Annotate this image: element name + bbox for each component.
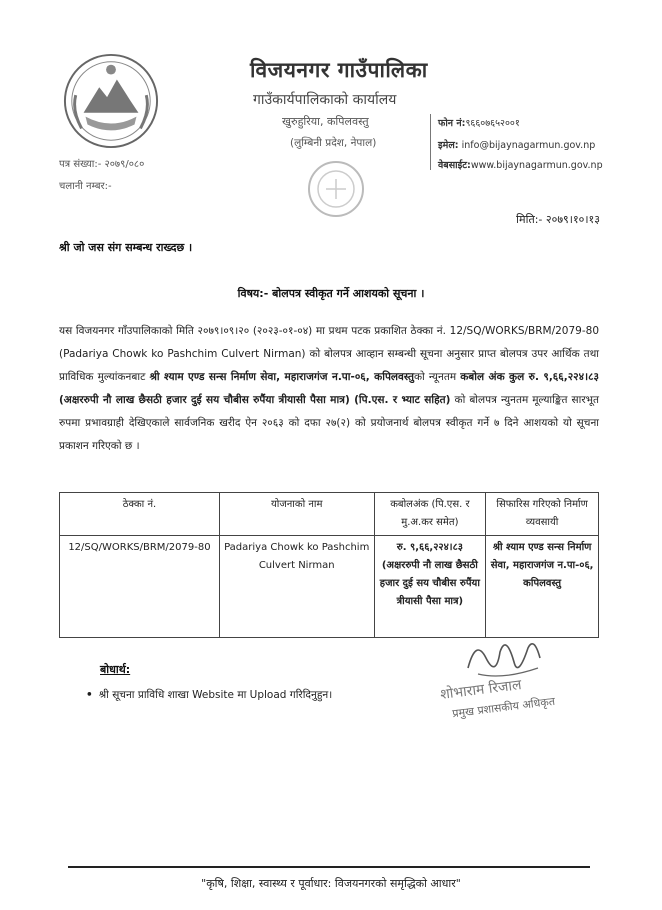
body-part-3: को बोलपत्र न्युनतम मूल्याङ्कित सारभूत रुपमा प्रभावग्राही देखिएकाले सार्वजनिक खरीद ऐन २०६३ को दफा २७(२) को प्रयोजनार्थ बोलपत्र स्वीकृत गर्ने ७ दिने आशयको यो सूचना प्रकाशन गरिएको छ । [59, 394, 599, 452]
subject-line: विषय:- बोलपत्र स्वीकृत गर्ने आशयको सूचना । [237, 287, 425, 300]
column-header: सिफारिस गरिएको निर्माण व्यवसायी [486, 493, 599, 536]
signer-title: प्रमुख प्रशासकीय अधिकृत [451, 694, 556, 721]
cc-item [86, 688, 332, 702]
website-value[interactable]: www.bijaynagarmun.gov.np [470, 160, 603, 171]
table-header-row [60, 493, 599, 536]
column-header: योजनाको नाम [219, 493, 374, 536]
signer-name: शोभाराम रिजाल [439, 677, 523, 703]
bid-amount-cell: रु. ९,६६,२२४।८३ (अक्षररुपी नौ लाख छैसठी हजार दुई सय चौबीस रुपैंया त्रीयासी पैसा मात्र) [374, 536, 486, 638]
letter-date: मिति:- २०७९।१०।१३ [516, 213, 600, 226]
email-label: इमेल: [438, 140, 459, 151]
body-contractor: श्री श्याम एण्ड सन्स निर्माण सेवा, महाराजगंज न.पा-०६, कपिलवस्तु [149, 371, 414, 383]
cc-item-text: श्री सूचना प्राविधि शाखा Website मा Upload गरिदिनुहुन। [98, 689, 333, 701]
office-address: खुरुहुरिया, कपिलवस्तु [282, 115, 369, 128]
nepal-emblem-icon [62, 52, 160, 150]
column-header: ठेक्का नं. [60, 493, 220, 536]
org-name: विजयनगर गाउँपालिका [250, 58, 428, 82]
website-label: वेबसाईट: [438, 160, 471, 171]
contract-number-cell: 12/SQ/WORKS/BRM/2079-80 [60, 536, 220, 638]
footer-slogan: "कृषि, शिक्षा, स्वास्थ्य र पूर्वाधार: विजयनगरको समृद्धिको आधार" [201, 877, 461, 890]
office-name: गाउँकार्यपालिकाको कार्यालय [253, 92, 397, 108]
dispatch-number: चलानी नम्बर:- [59, 181, 112, 192]
contact-divider [430, 114, 431, 170]
table-row [60, 536, 599, 638]
phone-label: फोन नं: [438, 118, 466, 129]
salutation: श्री जो जस संग सम्बन्ध राख्दछ । [59, 241, 193, 254]
award-table [59, 492, 599, 638]
phone-value: ९६६०७६५२००१ [465, 118, 520, 129]
bullet-icon: • [86, 689, 93, 701]
footer-divider [68, 866, 590, 868]
contact-email [438, 138, 595, 151]
contractor-cell: श्री श्याम एण्ड सन्स निर्माण सेवा, महाराजगंज न.पा-०६, कपिलवस्तु [486, 536, 599, 638]
office-province: (लुम्बिनी प्रदेश, नेपाल) [290, 137, 377, 149]
project-name-cell: Padariya Chowk ko Pashchim Culvert Nirman [219, 536, 374, 638]
cc-label: बोधार्थ: [100, 663, 131, 676]
column-header: कबोलअंक (पि.एस. र मु.अ.कर समेत) [374, 493, 486, 536]
body-part-1: यस विजयनगर गाँउपालिकाको मिति २०७९।०९।२० (२०२३-०१-०४) मा प्रथम पटक प्रकाशित ठेक्का नं. 12/SQ/WORKS/BRM/2079-80 (Padariya Chowk ko Pashchim Culvert Nirman) को बोलपत्र आव्हान सम्बन्धी सूचना अनुसार प्राप्त बोलपत्र उपर आर्थिक तथा प्राविधिक मुल्यांकनबाट [59, 325, 599, 383]
contact-phone [438, 116, 520, 129]
body-bid-amount: कबोल अंक कुल रु. ९,६६,२२४।८३ (अक्षररुपी नौ लाख छैसठी हजार दुई सय चौबीस रुपैंया त्रीयासी पैसा मात्र) (पि.एस. र भ्याट सहित) [59, 371, 599, 406]
email-value[interactable]: info@bijaynagarmun.gov.np [461, 140, 596, 151]
notice-body [59, 320, 599, 458]
office-stamp-icon [306, 158, 366, 220]
letter-number: पत्र संख्या:- २०७९/०८० [59, 159, 145, 170]
body-part-2: को न्यूनतम [413, 371, 461, 383]
contact-website [438, 158, 603, 171]
